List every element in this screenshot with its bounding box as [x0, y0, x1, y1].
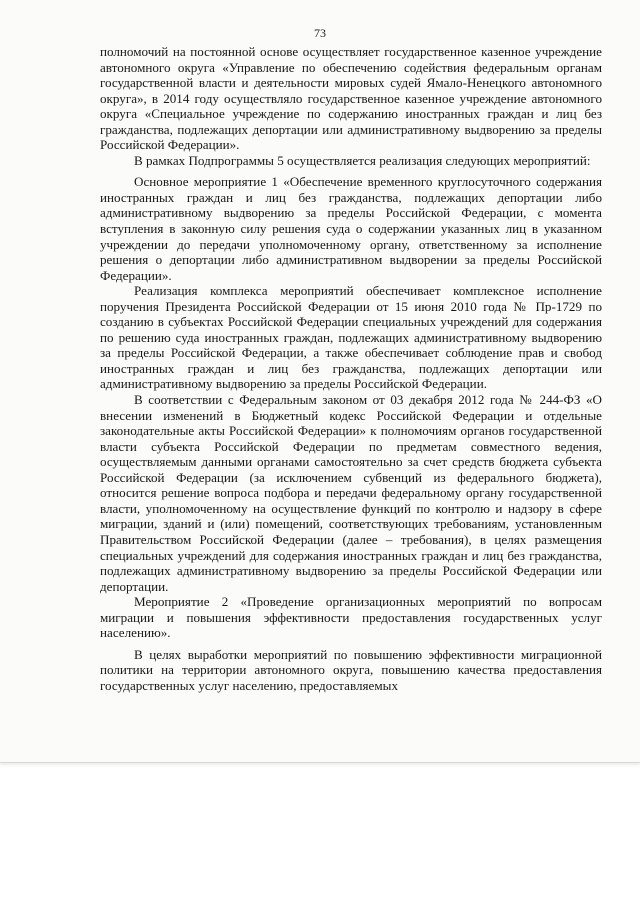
- paragraph: полномочий на постоянной основе осуществляет государственное казенное учреждение автономного округа «Управление по обеспечению содействия федеральным органам государственной власти и деятельности мировых судей Ямало-Ненецкого автономного округа», в 2014 году осуществляло государственное казенное учреждение автономного округа «Специальное учреждение по содержанию иностранных граждан и лиц без гражданства, подлежащих депортации или административному выдворению за пределы Российской Федерации».: [100, 44, 602, 153]
- paragraph: Основное мероприятие 1 «Обеспечение временного круглосуточного содержания иностранных граждан и лиц без гражданства, подлежащих депортации либо административному выдворению за пределы Российской Федерации, с момента вступления в законную силу решения суда о содержании указанных лиц в указанном учреждении до передачи уполномоченному органу, ответственному за исполнение решения о депортации либо административном выдворении за пределы Российской Федерации».: [100, 174, 602, 283]
- paragraph: В целях выработки мероприятий по повышению эффективности миграционной политики на территории автономного округа, повышению качества предоставления государственных услуг населению, предоставляемых: [100, 646, 602, 693]
- paragraph: В соответствии с Федеральным законом от 03 декабря 2012 года № 244-ФЗ «О внесении изменений в Бюджетный кодекс Российской Федерации и отдельные законодательные акты Российской Федерации» к полномочиям органов государственной власти субъекта Российской Федерации по предметам совместного ведения, осуществляемым данными органами самостоятельно за счет средств бюджета субъекта Российской Федерации (за исключением субвенций из федерального бюджета), относится решение вопроса подбора и передачи федеральному органу государственной власти, уполномоченному на осуществление функций по контролю и надзору в сфере миграции, зданий и (или) помещений, соответствующих требованиям, установленным Правительством Российской Федерации (далее – требования), в целях размещения специальных учреждений для содержания иностранных граждан и лиц без гражданства, подлежащих административному выдворению за пределы Российской Федерации или депортации.: [100, 392, 602, 594]
- document-body: [100, 44, 602, 693]
- page-number: 73: [314, 26, 326, 40]
- paragraph: Мероприятие 2 «Проведение организационных мероприятий по вопросам миграции и повышения эффективности предоставления государственных услуг населению».: [100, 594, 602, 641]
- paragraph: В рамках Подпрограммы 5 осуществляется реализация следующих мероприятий:: [134, 152, 591, 168]
- paragraph: Реализация комплекса мероприятий обеспечивает комплексное исполнение поручения Президента Российской Федерации от 15 июня 2010 года № Пр-1729 по созданию в субъектах Российской Федерации специальных учреждений для содержания по решению суда иностранных граждан, подлежащих административному выдворению за пределы Российской Федерации, а также обеспечивает соблюдение прав и свобод иностранных граждан и лиц без гражданства, подлежащих депортации или административному выдворению за пределы Российской Федерации.: [100, 283, 602, 392]
